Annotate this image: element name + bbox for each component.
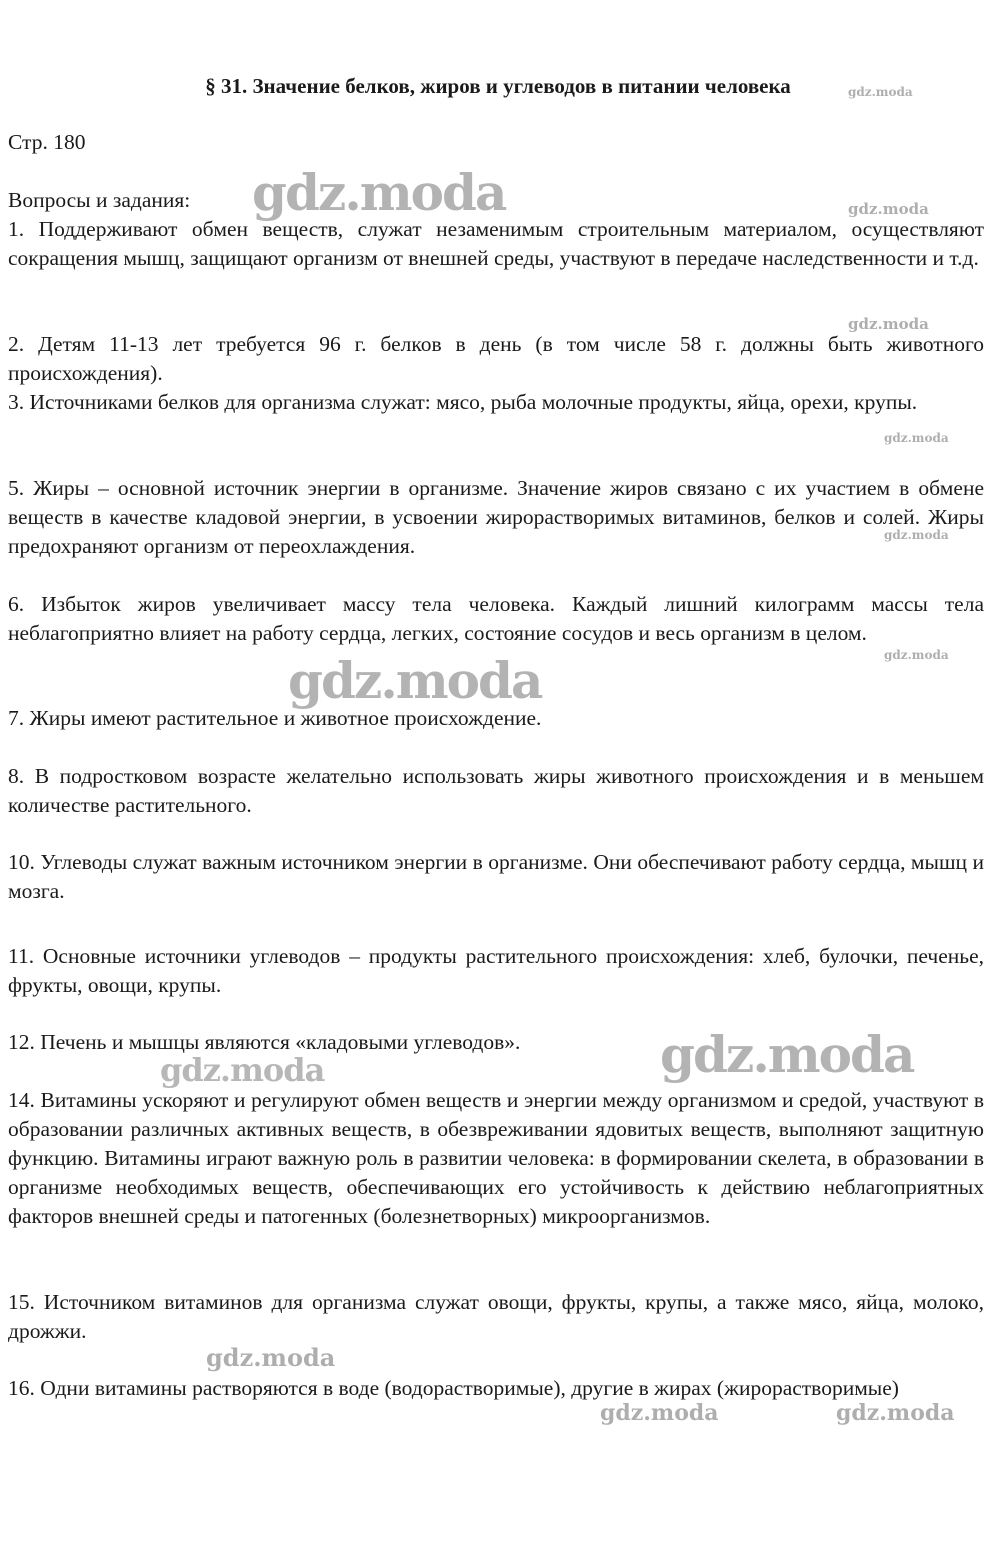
answer-14: 14. Витамины ускоряют и регулируют обмен веществ и энергии между организмом и средой, участвуют в образовании различных активных веществ, в обезвреживании ядовитых веществ, выполняют защитную функцию. Витамины играют важную роль в развитии человека: в формировании скелета, в образовании в организме необходимых веществ, обеспечивающих его устойчивость к действию неблагоприятных факторов внешней среды и патогенных (болезнетворных) микроорганизмов. bbox=[8, 1088, 984, 1228]
section-title: § 31. Значение белков, жиров и углеводов в питании человека bbox=[205, 74, 791, 98]
watermark: gdz.moda bbox=[848, 315, 929, 333]
watermark: gdz.moda bbox=[848, 85, 913, 99]
watermark: gdz.moda bbox=[884, 648, 949, 662]
answer-16: 16. Одни витамины растворяются в воде (водорастворимые), другие в жирах (жирорастворимые) bbox=[8, 1376, 899, 1400]
watermark: gdz.moda bbox=[600, 1400, 719, 1426]
watermark: gdz.moda bbox=[884, 528, 949, 542]
watermark: gdz.moda bbox=[252, 163, 506, 222]
answer-7: 7. Жиры имеют растительное и животное происхождение. bbox=[8, 706, 542, 730]
watermark: gdz.moda bbox=[160, 1051, 325, 1089]
page-reference: Стр. 180 bbox=[8, 130, 86, 154]
answer-8: 8. В подростковом возрасте желательно использовать жиры животного происхождения и в меньшем количестве растительного. bbox=[8, 764, 984, 817]
watermark: gdz.moda bbox=[660, 1025, 914, 1084]
answer-10: 10. Углеводы служат важным источником энергии в организме. Они обеспечивают работу сердца, мышц и мозга. bbox=[8, 850, 984, 903]
answer-2: 2. Детям 11-13 лет требуется 96 г. белков в день (в том числе 58 г. должны быть животного происхождения). bbox=[8, 332, 984, 385]
watermark: gdz.moda bbox=[288, 651, 542, 710]
watermark: gdz.moda bbox=[848, 200, 929, 218]
watermark: gdz.moda bbox=[884, 431, 949, 445]
answer-5: 5. Жиры – основной источник энергии в организме. Значение жиров связано с их участием в обмене веществ в качестве кладовой энергии, в усвоении жирорастворимых витаминов, белков и солей. Жиры предохраняют организм от переохлаждения. bbox=[8, 476, 984, 558]
answer-1: 1. Поддерживают обмен веществ, служат незаменимым строительным материалом, осуществляют сокращения мышц, защищают организм от внешней среды, участвуют в передаче наследственности и т.д. bbox=[8, 217, 984, 270]
answer-6: 6. Избыток жиров увеличивает массу тела человека. Каждый лишний килограмм массы тела неблагоприятно влияет на работу сердца, легких, состояние сосудов и весь организм в целом. bbox=[8, 592, 984, 645]
answer-3: 3. Источниками белков для организма служат: мясо, рыба молочные продукты, яйца, орехи, крупы. bbox=[8, 390, 918, 414]
watermark: gdz.moda bbox=[836, 1400, 955, 1426]
watermark: gdz.moda bbox=[206, 1343, 336, 1372]
questions-heading: Вопросы и задания: bbox=[8, 188, 191, 212]
answer-12: 12. Печень и мышцы являются «кладовыми углеводов». bbox=[8, 1030, 521, 1054]
answer-15: 15. Источником витаминов для организма служат овощи, фрукты, крупы, а также мясо, яйца, молоко, дрожжи. bbox=[8, 1290, 984, 1343]
answer-11: 11. Основные источники углеводов – продукты растительного происхождения: хлеб, булочки, печенье, фрукты, овощи, крупы. bbox=[8, 944, 984, 997]
